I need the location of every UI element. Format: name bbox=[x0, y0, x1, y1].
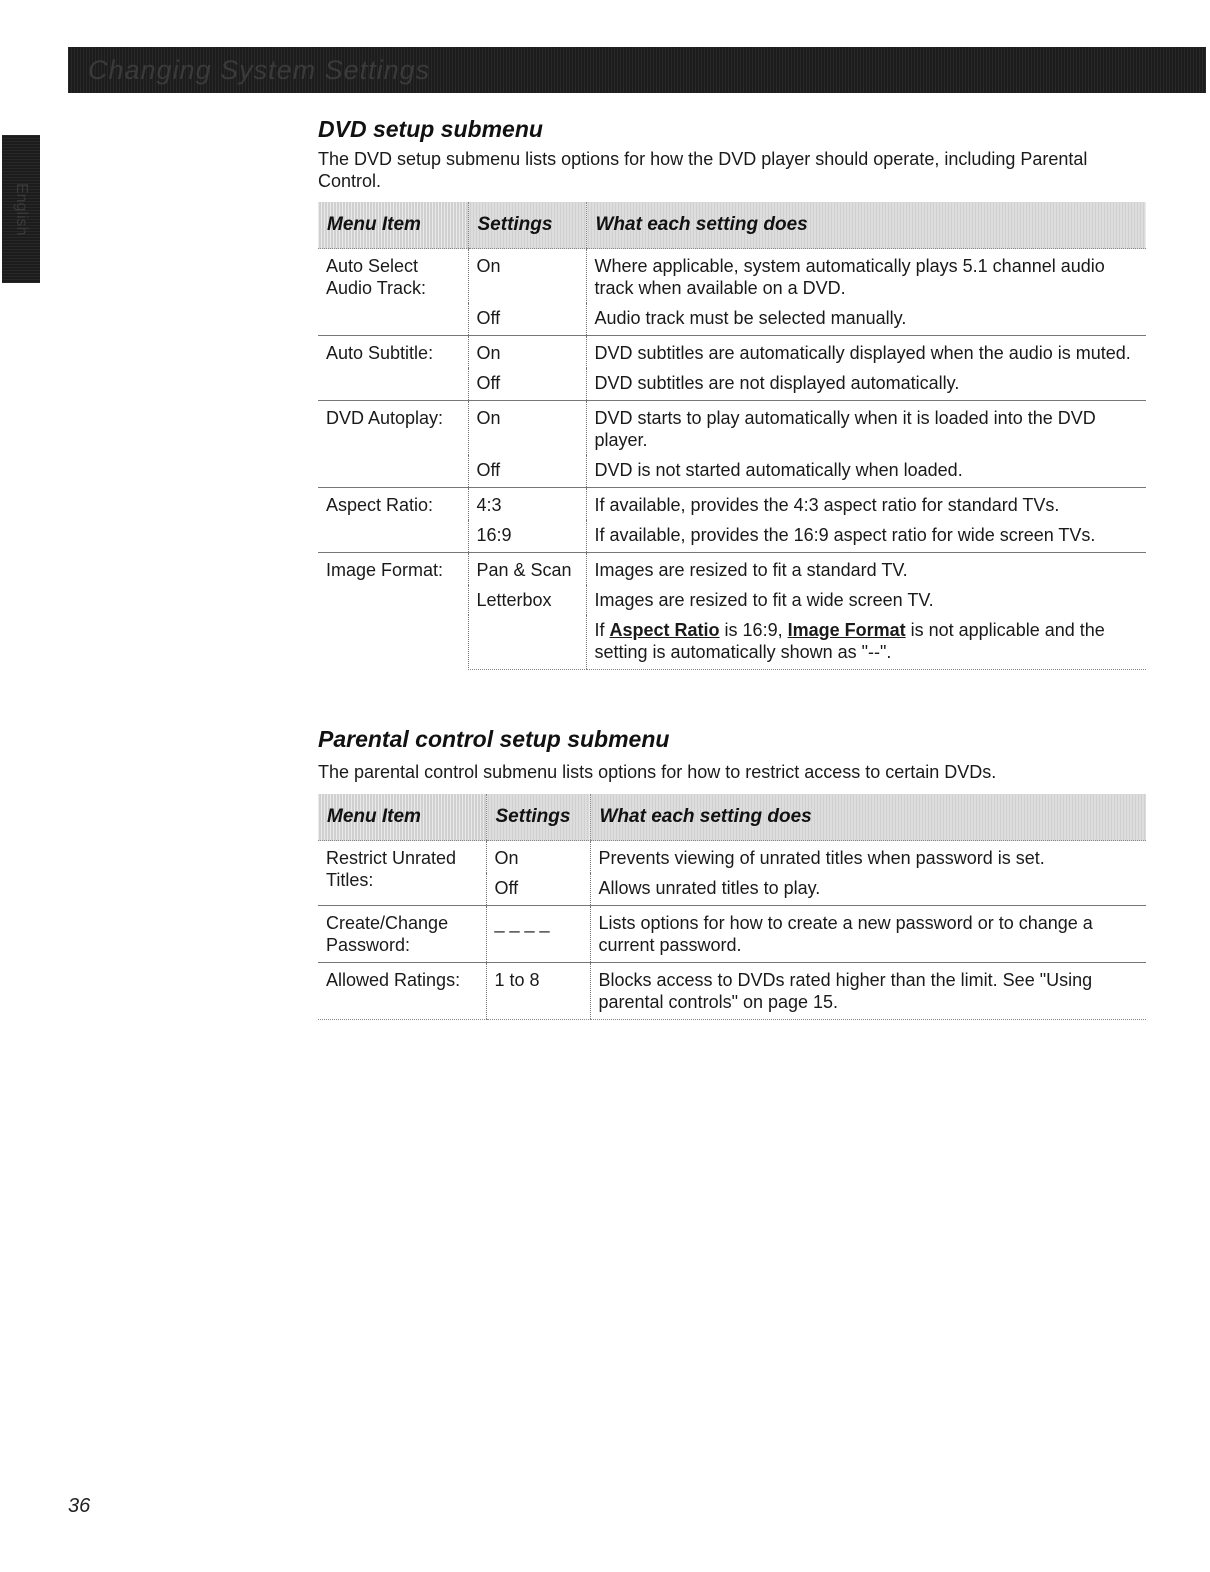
parental-control-table bbox=[318, 794, 1146, 1020]
menu-item-allowed-ratings: Allowed Ratings: bbox=[318, 963, 486, 1020]
table-row bbox=[318, 963, 1146, 1020]
table-row bbox=[318, 488, 1146, 521]
note-middle: is 16:9, bbox=[719, 620, 788, 640]
empty-setting-cell bbox=[468, 615, 586, 670]
setting-description: Where applicable, system automatically plays 5.1 channel audio track when available on a DVD. bbox=[586, 249, 1146, 304]
setting-description: Audio track must be selected manually. bbox=[586, 303, 1146, 336]
table-row bbox=[318, 401, 1146, 456]
column-header-menu-item: Menu Item bbox=[318, 794, 486, 841]
table-header-row bbox=[318, 794, 1146, 841]
setting-value: 16:9 bbox=[468, 520, 586, 553]
table-row bbox=[318, 249, 1146, 304]
note-prefix: If bbox=[594, 620, 610, 640]
setting-description: If available, provides the 16:9 aspect ratio for wide screen TVs. bbox=[586, 520, 1146, 553]
setting-description: Prevents viewing of unrated titles when password is set. bbox=[590, 841, 1146, 874]
menu-item-auto-select-audio-track: Auto Select Audio Track: bbox=[326, 256, 427, 298]
setting-description: DVD is not started automatically when loaded. bbox=[586, 455, 1146, 488]
setting-value: On bbox=[468, 401, 586, 456]
dvd-section-intro: The DVD setup submenu lists options for how the DVD player should operate, including Parental Control. bbox=[318, 149, 1088, 191]
parental-section-intro: The parental control submenu lists options for how to restrict access to certain DVDs. bbox=[318, 762, 997, 782]
side-tab-label: English bbox=[13, 183, 30, 236]
setting-value: On bbox=[468, 249, 586, 304]
menu-item-aspect-ratio: Aspect Ratio: bbox=[318, 488, 468, 553]
table-row bbox=[318, 841, 1146, 874]
language-side-tab bbox=[2, 135, 40, 283]
dvd-section-title: DVD setup submenu bbox=[318, 116, 543, 142]
setting-value: Off bbox=[468, 368, 586, 401]
setting-value: Pan & Scan bbox=[468, 553, 586, 586]
column-header-settings: Settings bbox=[468, 202, 586, 249]
setting-description: Images are resized to fit a standard TV. bbox=[586, 553, 1146, 586]
column-header-settings: Settings bbox=[486, 794, 590, 841]
setting-value: 1 to 8 bbox=[486, 963, 590, 1020]
dvd-setup-table bbox=[318, 202, 1146, 670]
aspect-ratio-note bbox=[586, 615, 1146, 670]
table-header-row bbox=[318, 202, 1146, 249]
menu-item-dvd-autoplay: DVD Autoplay: bbox=[318, 401, 468, 488]
setting-description: Blocks access to DVDs rated higher than the limit. See "Using parental controls" on page 15. bbox=[590, 963, 1146, 1020]
setting-description: If available, provides the 4:3 aspect ratio for standard TVs. bbox=[586, 488, 1146, 521]
setting-description: DVD subtitles are not displayed automatically. bbox=[586, 368, 1146, 401]
menu-item-create-change-password: Create/Change Password: bbox=[318, 906, 486, 963]
menu-item-auto-subtitle: Auto Subtitle: bbox=[318, 336, 468, 401]
setting-description: DVD starts to play automatically when it is loaded into the DVD player. bbox=[586, 401, 1146, 456]
table-row bbox=[318, 553, 1146, 586]
menu-item-restrict-unrated-titles: Restrict Unrated Titles: bbox=[326, 848, 457, 890]
header-title: Changing System Settings bbox=[88, 55, 431, 85]
menu-item-image-format: Image Format: bbox=[318, 553, 468, 670]
setting-value: On bbox=[468, 336, 586, 369]
setting-value: Letterbox bbox=[468, 585, 586, 615]
setting-description: Lists options for how to create a new password or to change a current password. bbox=[590, 906, 1146, 963]
setting-value: Off bbox=[468, 303, 586, 336]
page-number: 36 bbox=[68, 1495, 91, 1517]
setting-value: 4:3 bbox=[468, 488, 586, 521]
setting-description: Allows unrated titles to play. bbox=[590, 873, 1146, 906]
setting-description: Images are resized to fit a wide screen TV. bbox=[586, 585, 1146, 615]
setting-value: _ _ _ _ bbox=[486, 906, 590, 963]
setting-description: DVD subtitles are automatically displayed when the audio is muted. bbox=[586, 336, 1146, 369]
table-row bbox=[318, 906, 1146, 963]
setting-value: Off bbox=[468, 455, 586, 488]
setting-value: Off bbox=[486, 873, 590, 906]
setting-value: On bbox=[486, 841, 590, 874]
column-header-description: What each setting does bbox=[586, 202, 1146, 249]
header-bar bbox=[68, 47, 1206, 93]
aspect-ratio-term: Aspect Ratio bbox=[609, 620, 720, 640]
column-header-menu-item: Menu Item bbox=[318, 202, 468, 249]
parental-section-title: Parental control setup submenu bbox=[318, 726, 670, 752]
table-row bbox=[318, 336, 1146, 369]
note-suffix: is not applicable and the setting is automatically shown as "--". bbox=[594, 620, 1105, 662]
image-format-term: Image Format bbox=[787, 620, 906, 640]
column-header-description: What each setting does bbox=[590, 794, 1146, 841]
